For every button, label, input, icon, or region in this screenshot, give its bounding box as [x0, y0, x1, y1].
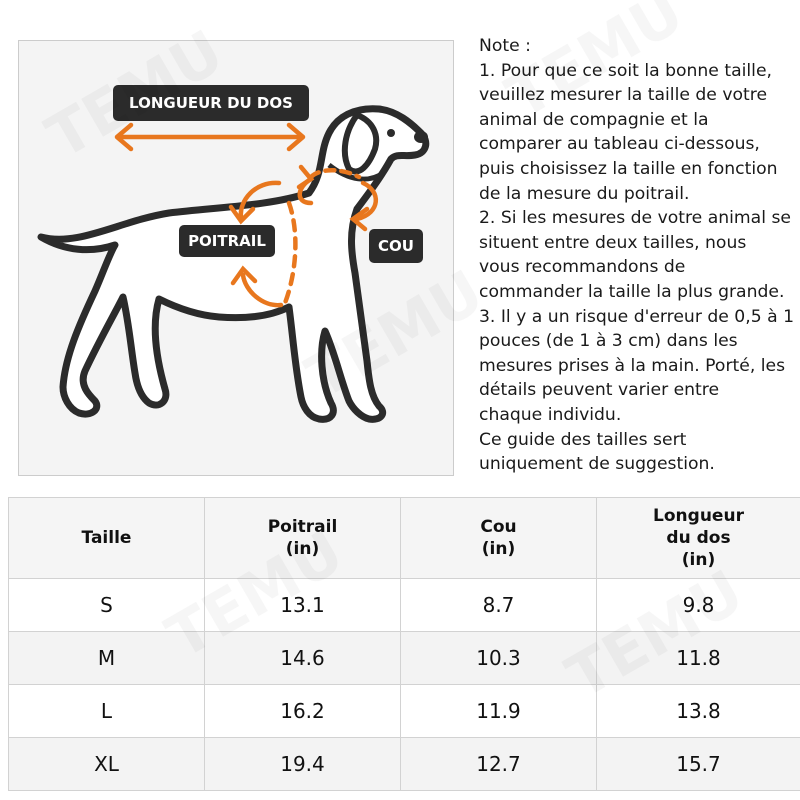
note-line: commander la taille la plus grande. — [479, 281, 785, 302]
note-line: Ce guide des tailles sert — [479, 429, 687, 450]
header-line: du dos — [666, 528, 731, 548]
cell-neck: 8.7 — [401, 579, 597, 632]
cell-back-length: 13.8 — [597, 685, 800, 738]
cell-neck: 12.7 — [401, 738, 597, 791]
dog-eye — [387, 129, 395, 137]
header-line: Cou — [480, 517, 517, 537]
note-line: comparer au tableau ci-dessous, — [479, 134, 760, 155]
header-chest — [205, 498, 401, 579]
note-line: situent entre deux tailles, nous — [479, 232, 747, 253]
dog-nose — [414, 131, 428, 143]
header-line: (in) — [681, 550, 716, 570]
header-line: (in) — [285, 539, 320, 559]
cell-chest: 16.2 — [205, 685, 401, 738]
header-line: Longueur — [653, 506, 744, 526]
note-line: uniquement de suggestion. — [479, 454, 715, 475]
cell-size: L — [9, 685, 205, 738]
note-line: vous recommandons de — [479, 257, 686, 278]
note-line: 1. Pour que ce soit la bonne taille, — [479, 60, 772, 81]
note-line: puis choisissez la taille en fonction — [479, 158, 778, 179]
cell-size: M — [9, 632, 205, 685]
cell-neck: 10.3 — [401, 632, 597, 685]
header-line: Poitrail — [267, 517, 338, 537]
note-line: de la mesure du poitrail. — [479, 183, 690, 204]
cell-back-length: 15.7 — [597, 738, 800, 791]
note-line: pouces (de 1 à 3 cm) dans les — [479, 331, 738, 352]
note-line: 2. Si les mesures de votre animal se — [479, 208, 791, 229]
size-note — [479, 34, 800, 477]
note-line: animal de compagnie et la — [479, 109, 709, 130]
table-row — [9, 685, 800, 738]
cell-chest: 19.4 — [205, 738, 401, 791]
header-neck — [401, 498, 597, 579]
table-header-row — [9, 498, 800, 579]
note-line: 3. Il y a un risque d'erreur de 0,5 à 1 — [479, 306, 795, 327]
header-line: Taille — [81, 528, 132, 548]
note-line: veuillez mesurer la taille de votre — [479, 85, 768, 106]
back-length-arrow — [117, 125, 303, 149]
back-length-label: LONGUEUR DU DOS — [113, 85, 309, 121]
cell-back-length: 11.8 — [597, 632, 800, 685]
size-guide-illustration — [18, 40, 454, 476]
table-row — [9, 738, 800, 791]
cell-back-length: 9.8 — [597, 579, 800, 632]
table-row — [9, 632, 800, 685]
size-chart-table — [8, 497, 800, 791]
cell-chest: 14.6 — [205, 632, 401, 685]
header-line: (in) — [481, 539, 516, 559]
header-back-length — [597, 498, 800, 579]
note-line: chaque individu. — [479, 404, 622, 425]
chest-label: POITRAIL — [179, 225, 275, 257]
neck-label: COU — [369, 229, 423, 263]
note-line: mesures prises à la main. Porté, les — [479, 355, 786, 376]
note-line: Note : — [479, 36, 531, 56]
header-size — [9, 498, 205, 579]
note-line: détails peuvent varier entre — [479, 380, 720, 401]
cell-chest: 13.1 — [205, 579, 401, 632]
cell-neck: 11.9 — [401, 685, 597, 738]
cell-size: XL — [9, 738, 205, 791]
table-row — [9, 579, 800, 632]
cell-size: S — [9, 579, 205, 632]
